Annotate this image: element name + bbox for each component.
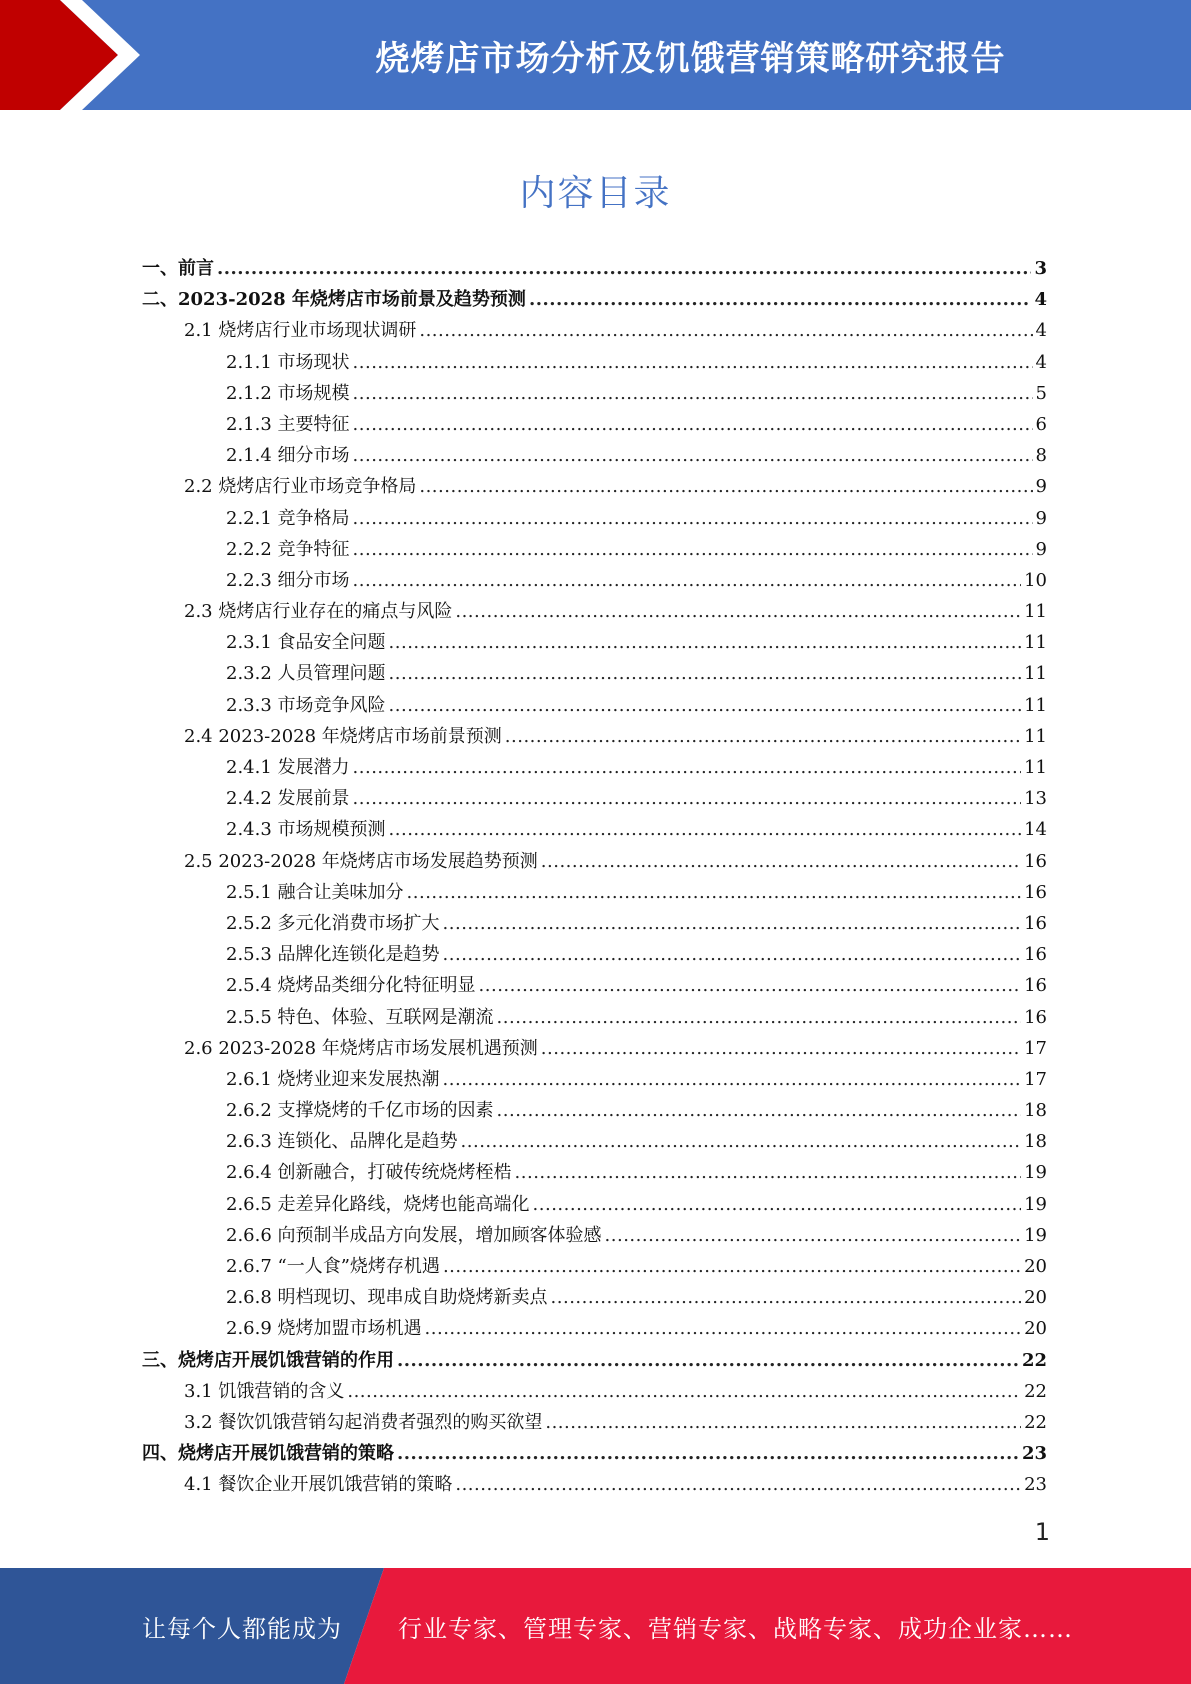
toc-entry-page: 3 bbox=[1034, 258, 1047, 279]
toc-entry-page: 16 bbox=[1024, 944, 1047, 966]
toc-entry-label: 2.6.1 烧烤业迎来发展热潮 bbox=[226, 1068, 440, 1090]
toc-entry[interactable] bbox=[142, 534, 1047, 565]
toc-entry-page: 19 bbox=[1024, 1193, 1047, 1215]
toc-dot-leader bbox=[419, 471, 1032, 502]
toc-entry-label: 2.4.2 发展前景 bbox=[226, 788, 350, 810]
toc-entry-label: 2.3.1 食品安全问题 bbox=[226, 632, 386, 654]
toc-entry-label: 2.6.7 “一人食”烧烤存机遇 bbox=[226, 1256, 440, 1277]
toc-entry[interactable] bbox=[142, 1376, 1047, 1407]
toc-entry-label: 2.5.5 特色、体验、互联网是潮流 bbox=[226, 1006, 494, 1028]
toc-entry-page: 11 bbox=[1024, 601, 1047, 623]
toc-entry-page: 13 bbox=[1024, 788, 1047, 810]
toc-entry-label: 2.2.2 竞争特征 bbox=[226, 538, 350, 560]
toc-entry-page: 18 bbox=[1024, 1131, 1047, 1153]
toc-dot-leader bbox=[347, 1376, 1021, 1407]
toc-dot-leader bbox=[407, 877, 1022, 908]
toc-entry[interactable] bbox=[142, 1251, 1047, 1282]
toc-entry[interactable] bbox=[142, 1438, 1047, 1469]
toc-dot-leader bbox=[605, 1220, 1022, 1251]
toc-entry-label: 2.1.1 市场现状 bbox=[226, 351, 350, 373]
toc-entry[interactable] bbox=[142, 1033, 1047, 1064]
toc-entry-label: 2.2 烧烤店行业市场竞争格局 bbox=[184, 476, 417, 498]
toc-entry-label: 3.2 餐饮饥饿营销勾起消费者强烈的购买欲望 bbox=[184, 1411, 543, 1433]
toc-dot-leader bbox=[541, 1033, 1021, 1064]
toc-entry-page: 17 bbox=[1024, 1068, 1047, 1090]
toc-dot-leader bbox=[515, 1157, 1022, 1188]
toc-entry-page: 17 bbox=[1024, 1037, 1047, 1059]
toc-entry[interactable] bbox=[142, 378, 1047, 409]
toc-entry-label: 3.1 饥饿营销的含义 bbox=[184, 1380, 345, 1402]
toc-entry[interactable] bbox=[142, 970, 1047, 1001]
toc-entry[interactable] bbox=[142, 814, 1047, 845]
toc-entry[interactable] bbox=[142, 347, 1047, 378]
toc-dot-leader bbox=[497, 1095, 1022, 1126]
toc-entry-label: 一、前言 bbox=[142, 258, 214, 279]
toc-dot-leader bbox=[443, 1064, 1022, 1095]
toc-entry[interactable] bbox=[142, 1345, 1047, 1376]
toc-dot-leader bbox=[461, 1126, 1022, 1157]
toc-entry-label: 2.5 2023-2028 年烧烤店市场发展趋势预测 bbox=[184, 850, 538, 872]
toc-dot-leader bbox=[551, 1282, 1022, 1313]
toc-entry-label: 2.6.9 烧烤加盟市场机遇 bbox=[226, 1318, 422, 1340]
toc-entry-page: 11 bbox=[1024, 725, 1047, 747]
toc-dot-leader bbox=[529, 284, 1032, 315]
toc-entry-page: 20 bbox=[1024, 1287, 1047, 1309]
toc-entry-page: 6 bbox=[1035, 413, 1047, 435]
toc-dot-leader bbox=[353, 503, 1033, 534]
toc-entry-label: 2.3.3 市场竞争风险 bbox=[226, 694, 386, 716]
toc-entry[interactable] bbox=[142, 1282, 1047, 1313]
toc-dot-leader bbox=[353, 752, 1022, 783]
report-title: 烧烤店市场分析及饥饿营销策略研究报告 bbox=[375, 38, 1006, 79]
toc-entry-label: 4.1 餐饮企业开展饥饿营销的策略 bbox=[184, 1474, 453, 1496]
toc-dot-leader bbox=[389, 658, 1022, 689]
toc-dot-leader bbox=[505, 721, 1021, 752]
toc-dot-leader bbox=[353, 378, 1033, 409]
toc-entry[interactable] bbox=[142, 253, 1047, 284]
toc-entry[interactable] bbox=[142, 440, 1047, 471]
toc-entry-label: 2.5.2 多元化消费市场扩大 bbox=[226, 912, 440, 934]
toc-entry[interactable] bbox=[142, 409, 1047, 440]
toc-entry-page: 20 bbox=[1024, 1318, 1047, 1340]
toc-entry-page: 9 bbox=[1035, 538, 1047, 560]
toc-entry-label: 2.6.4 创新融合，打破传统烧烤桎梏 bbox=[226, 1162, 512, 1184]
toc-entry[interactable] bbox=[142, 690, 1047, 721]
toc-dot-leader bbox=[397, 1438, 1019, 1469]
toc-entry-page: 20 bbox=[1024, 1256, 1047, 1277]
toc-entry-label: 2.6.6 向预制半成品方向发展，增加顾客体验感 bbox=[226, 1224, 602, 1246]
toc-title: 内容目录 bbox=[519, 173, 672, 214]
toc-entry-label: 2.6 2023-2028 年烧烤店市场发展机遇预测 bbox=[184, 1037, 538, 1059]
toc-entry[interactable] bbox=[142, 721, 1047, 752]
toc-entry-page: 14 bbox=[1024, 819, 1047, 841]
toc-entry-page: 18 bbox=[1024, 1100, 1047, 1122]
toc-entry-label: 三、烧烤店开展饥饿营销的作用 bbox=[142, 1349, 394, 1371]
toc-entry-page: 4 bbox=[1035, 351, 1047, 373]
toc-entry-page: 4 bbox=[1034, 289, 1047, 311]
toc-entry-label: 2.1 烧烤店行业市场现状调研 bbox=[184, 320, 417, 342]
toc-dot-leader bbox=[397, 1345, 1019, 1376]
toc-entry-page: 11 bbox=[1024, 757, 1047, 778]
toc-entry-label: 2.5.4 烧烤品类细分化特征明显 bbox=[226, 975, 476, 997]
toc-entry[interactable] bbox=[142, 565, 1047, 596]
toc-entry-page: 19 bbox=[1024, 1224, 1047, 1246]
toc-entry[interactable] bbox=[142, 315, 1047, 346]
toc-entry-page: 16 bbox=[1024, 1006, 1047, 1028]
toc-dot-leader bbox=[545, 1407, 1021, 1438]
toc-dot-leader bbox=[455, 1469, 1021, 1500]
toc-dot-leader bbox=[353, 783, 1022, 814]
toc-entry-label: 2.4.3 市场规模预测 bbox=[226, 819, 386, 841]
toc-entry[interactable] bbox=[142, 908, 1047, 939]
toc-dot-leader bbox=[497, 1002, 1022, 1033]
toc-dot-leader bbox=[353, 347, 1033, 378]
toc-entry-page: 16 bbox=[1024, 975, 1047, 997]
toc-dot-leader bbox=[443, 1251, 1021, 1282]
toc-entry[interactable] bbox=[142, 627, 1047, 658]
toc-dot-leader bbox=[479, 970, 1022, 1001]
toc-dot-leader bbox=[389, 690, 1022, 721]
toc-entry-label: 2.3.2 人员管理问题 bbox=[226, 663, 386, 685]
footer-banner bbox=[0, 1568, 1191, 1684]
toc-entry[interactable] bbox=[142, 658, 1047, 689]
toc-entry-label: 2.2.3 细分市场 bbox=[226, 569, 350, 591]
toc-entry-label: 2.4 2023-2028 年烧烤店市场前景预测 bbox=[184, 725, 502, 747]
toc-entry[interactable] bbox=[142, 1313, 1047, 1344]
toc-entry-page: 11 bbox=[1024, 694, 1047, 716]
header-banner bbox=[0, 0, 1191, 110]
toc-entry-page: 4 bbox=[1035, 320, 1047, 342]
toc-entry-page: 11 bbox=[1024, 632, 1047, 654]
toc-dot-leader bbox=[353, 565, 1022, 596]
toc-entry-label: 2.6.2 支撑烧烤的千亿市场的因素 bbox=[226, 1100, 494, 1122]
toc-dot-leader bbox=[353, 409, 1033, 440]
toc-entry[interactable] bbox=[142, 596, 1047, 627]
toc-dot-leader bbox=[455, 596, 1021, 627]
toc-entry-label: 2.6.8 明档现切、现串成自助烧烤新卖点 bbox=[226, 1287, 548, 1309]
toc-dot-leader bbox=[425, 1313, 1022, 1344]
toc-entry-label: 2.1.3 主要特征 bbox=[226, 413, 350, 435]
toc-entry[interactable] bbox=[142, 1220, 1047, 1251]
toc-entry[interactable] bbox=[142, 1126, 1047, 1157]
toc-entry-label: 2.6.5 走差异化路线，烧烤也能高端化 bbox=[226, 1193, 530, 1215]
toc-entry-label: 二、2023-2028 年烧烤店市场前景及趋势预测 bbox=[142, 289, 526, 311]
toc-entry-page: 16 bbox=[1024, 912, 1047, 934]
toc-dot-leader bbox=[389, 814, 1022, 845]
toc-entry-label: 2.3 烧烤店行业存在的痛点与风险 bbox=[184, 601, 453, 623]
toc-entry[interactable] bbox=[142, 939, 1047, 970]
toc-entry[interactable] bbox=[142, 1189, 1047, 1220]
toc-entry-label: 2.6.3 连锁化、品牌化是趋势 bbox=[226, 1131, 458, 1153]
toc-dot-leader bbox=[443, 908, 1022, 939]
toc-entry[interactable] bbox=[142, 284, 1047, 315]
toc-entry[interactable] bbox=[142, 1002, 1047, 1033]
toc-entry-page: 10 bbox=[1024, 569, 1047, 591]
toc-entry[interactable] bbox=[142, 1157, 1047, 1188]
toc-entry-page: 16 bbox=[1024, 881, 1047, 903]
toc-dot-leader bbox=[353, 534, 1033, 565]
toc-dot-leader bbox=[443, 939, 1022, 970]
footer-slogan-left: 让每个人都能成为 bbox=[142, 1614, 342, 1643]
footer-slogan-right: 行业专家、管理专家、营销专家、战略专家、成功企业家…… bbox=[398, 1614, 1073, 1643]
page-number: 1 bbox=[1034, 1518, 1050, 1546]
toc-entry[interactable] bbox=[142, 752, 1047, 783]
table-of-contents bbox=[142, 253, 1047, 1501]
toc-entry-label: 四、烧烤店开展饥饿营销的策略 bbox=[142, 1443, 394, 1465]
toc-entry-page: 9 bbox=[1035, 507, 1047, 529]
toc-entry-label: 2.2.1 竞争格局 bbox=[226, 507, 350, 529]
toc-entry-label: 2.1.4 细分市场 bbox=[226, 445, 350, 467]
toc-entry-page: 23 bbox=[1024, 1474, 1047, 1496]
toc-entry[interactable] bbox=[142, 783, 1047, 814]
toc-entry-page: 16 bbox=[1024, 850, 1047, 872]
red-chevron-icon bbox=[0, 0, 160, 110]
toc-entry-label: 2.4.1 发展潜力 bbox=[226, 757, 350, 778]
toc-entry-page: 23 bbox=[1021, 1443, 1047, 1465]
toc-entry-page: 8 bbox=[1035, 445, 1047, 467]
toc-entry-label: 2.5.1 融合让美味加分 bbox=[226, 881, 404, 903]
toc-entry[interactable] bbox=[142, 1469, 1047, 1500]
toc-entry-page: 19 bbox=[1024, 1162, 1047, 1184]
toc-dot-leader bbox=[217, 253, 1031, 284]
toc-dot-leader bbox=[353, 440, 1033, 471]
toc-entry-label: 2.5.3 品牌化连锁化是趋势 bbox=[226, 944, 440, 966]
toc-entry[interactable] bbox=[142, 503, 1047, 534]
toc-entry-page: 22 bbox=[1021, 1349, 1047, 1371]
toc-entry[interactable] bbox=[142, 877, 1047, 908]
toc-entry-page: 9 bbox=[1035, 476, 1047, 498]
toc-dot-leader bbox=[419, 315, 1032, 346]
toc-dot-leader bbox=[533, 1189, 1022, 1220]
toc-entry-page: 11 bbox=[1024, 663, 1047, 685]
toc-entry-page: 22 bbox=[1024, 1380, 1047, 1402]
toc-dot-leader bbox=[541, 846, 1021, 877]
toc-dot-leader bbox=[389, 627, 1022, 658]
toc-entry[interactable] bbox=[142, 1095, 1047, 1126]
toc-entry[interactable] bbox=[142, 846, 1047, 877]
toc-entry-page: 22 bbox=[1024, 1411, 1047, 1433]
toc-entry[interactable] bbox=[142, 471, 1047, 502]
toc-entry[interactable] bbox=[142, 1407, 1047, 1438]
toc-entry-label: 2.1.2 市场规模 bbox=[226, 382, 350, 404]
toc-entry[interactable] bbox=[142, 1064, 1047, 1095]
toc-entry-page: 5 bbox=[1035, 382, 1047, 404]
